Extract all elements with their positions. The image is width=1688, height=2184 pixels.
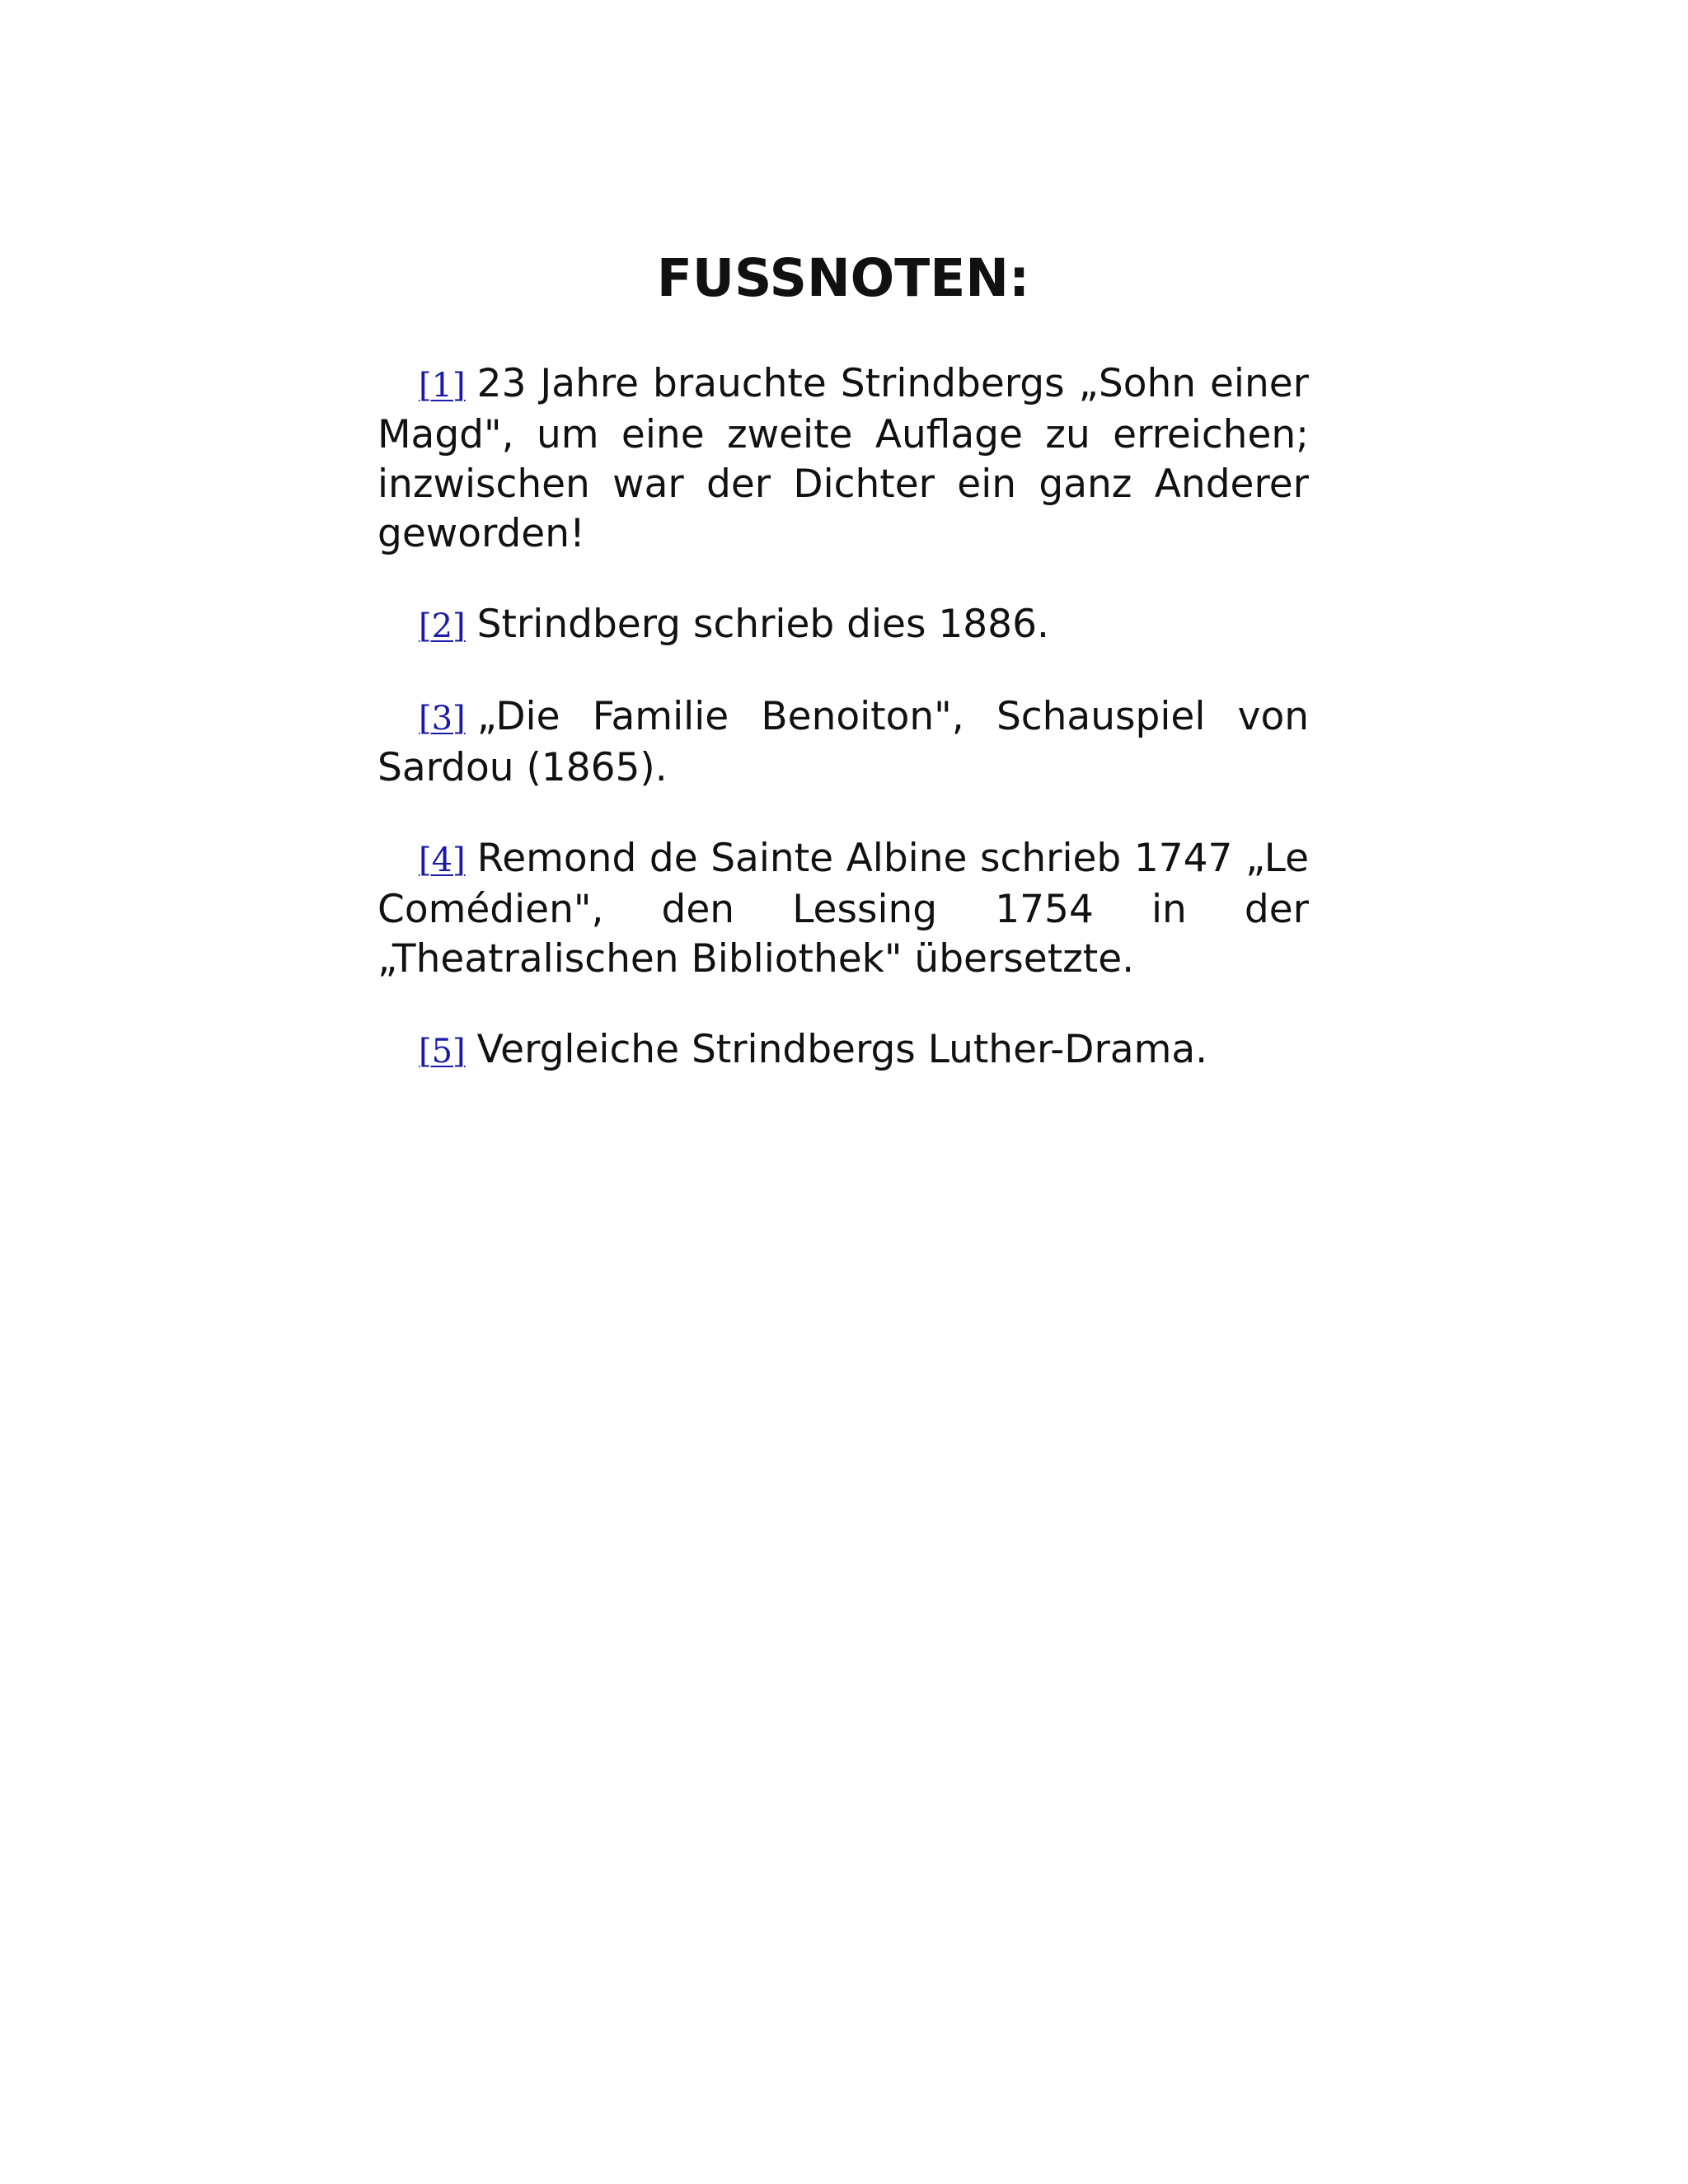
footnote-ref-link-3[interactable]: [3] bbox=[419, 699, 466, 738]
page-title: FUSSNOTEN: bbox=[656, 248, 1030, 308]
footnote-3 bbox=[377, 692, 1309, 793]
footnote-list bbox=[377, 359, 1309, 1076]
footnote-text-2: Strindberg schrieb dies 1886. bbox=[476, 601, 1049, 647]
footnote-ref-link-2[interactable]: [2] bbox=[419, 607, 466, 645]
footnote-ref-link-4[interactable]: [4] bbox=[419, 841, 466, 879]
footnote-2 bbox=[377, 600, 1309, 651]
footnote-1 bbox=[377, 359, 1309, 559]
footnote-text-3: „Die Familie Benoiton", Schauspiel von Sardou (1865). bbox=[377, 693, 1309, 790]
footnote-text-4: Remond de Sainte Albine schrieb 1747 „Le Comédien", den Lessing 1754 in der „Theatralischen Bibliothek" übersetzte. bbox=[377, 835, 1309, 982]
footnote-text-5: Vergleiche Strindbergs Luther-Drama. bbox=[476, 1026, 1208, 1072]
page bbox=[377, 247, 1309, 1118]
footnote-ref-link-1[interactable]: [1] bbox=[419, 366, 466, 405]
footnote-text-1: 23 Jahre brauchte Strindbergs „Sohn einer Magd", um eine zweite Auflage zu erreichen; inzwischen war der Dichter ein ganz Anderer geworden! bbox=[377, 360, 1309, 556]
footnote-4 bbox=[377, 834, 1309, 984]
footnote-5 bbox=[377, 1025, 1309, 1076]
footnote-ref-link-5[interactable]: [5] bbox=[419, 1032, 466, 1071]
